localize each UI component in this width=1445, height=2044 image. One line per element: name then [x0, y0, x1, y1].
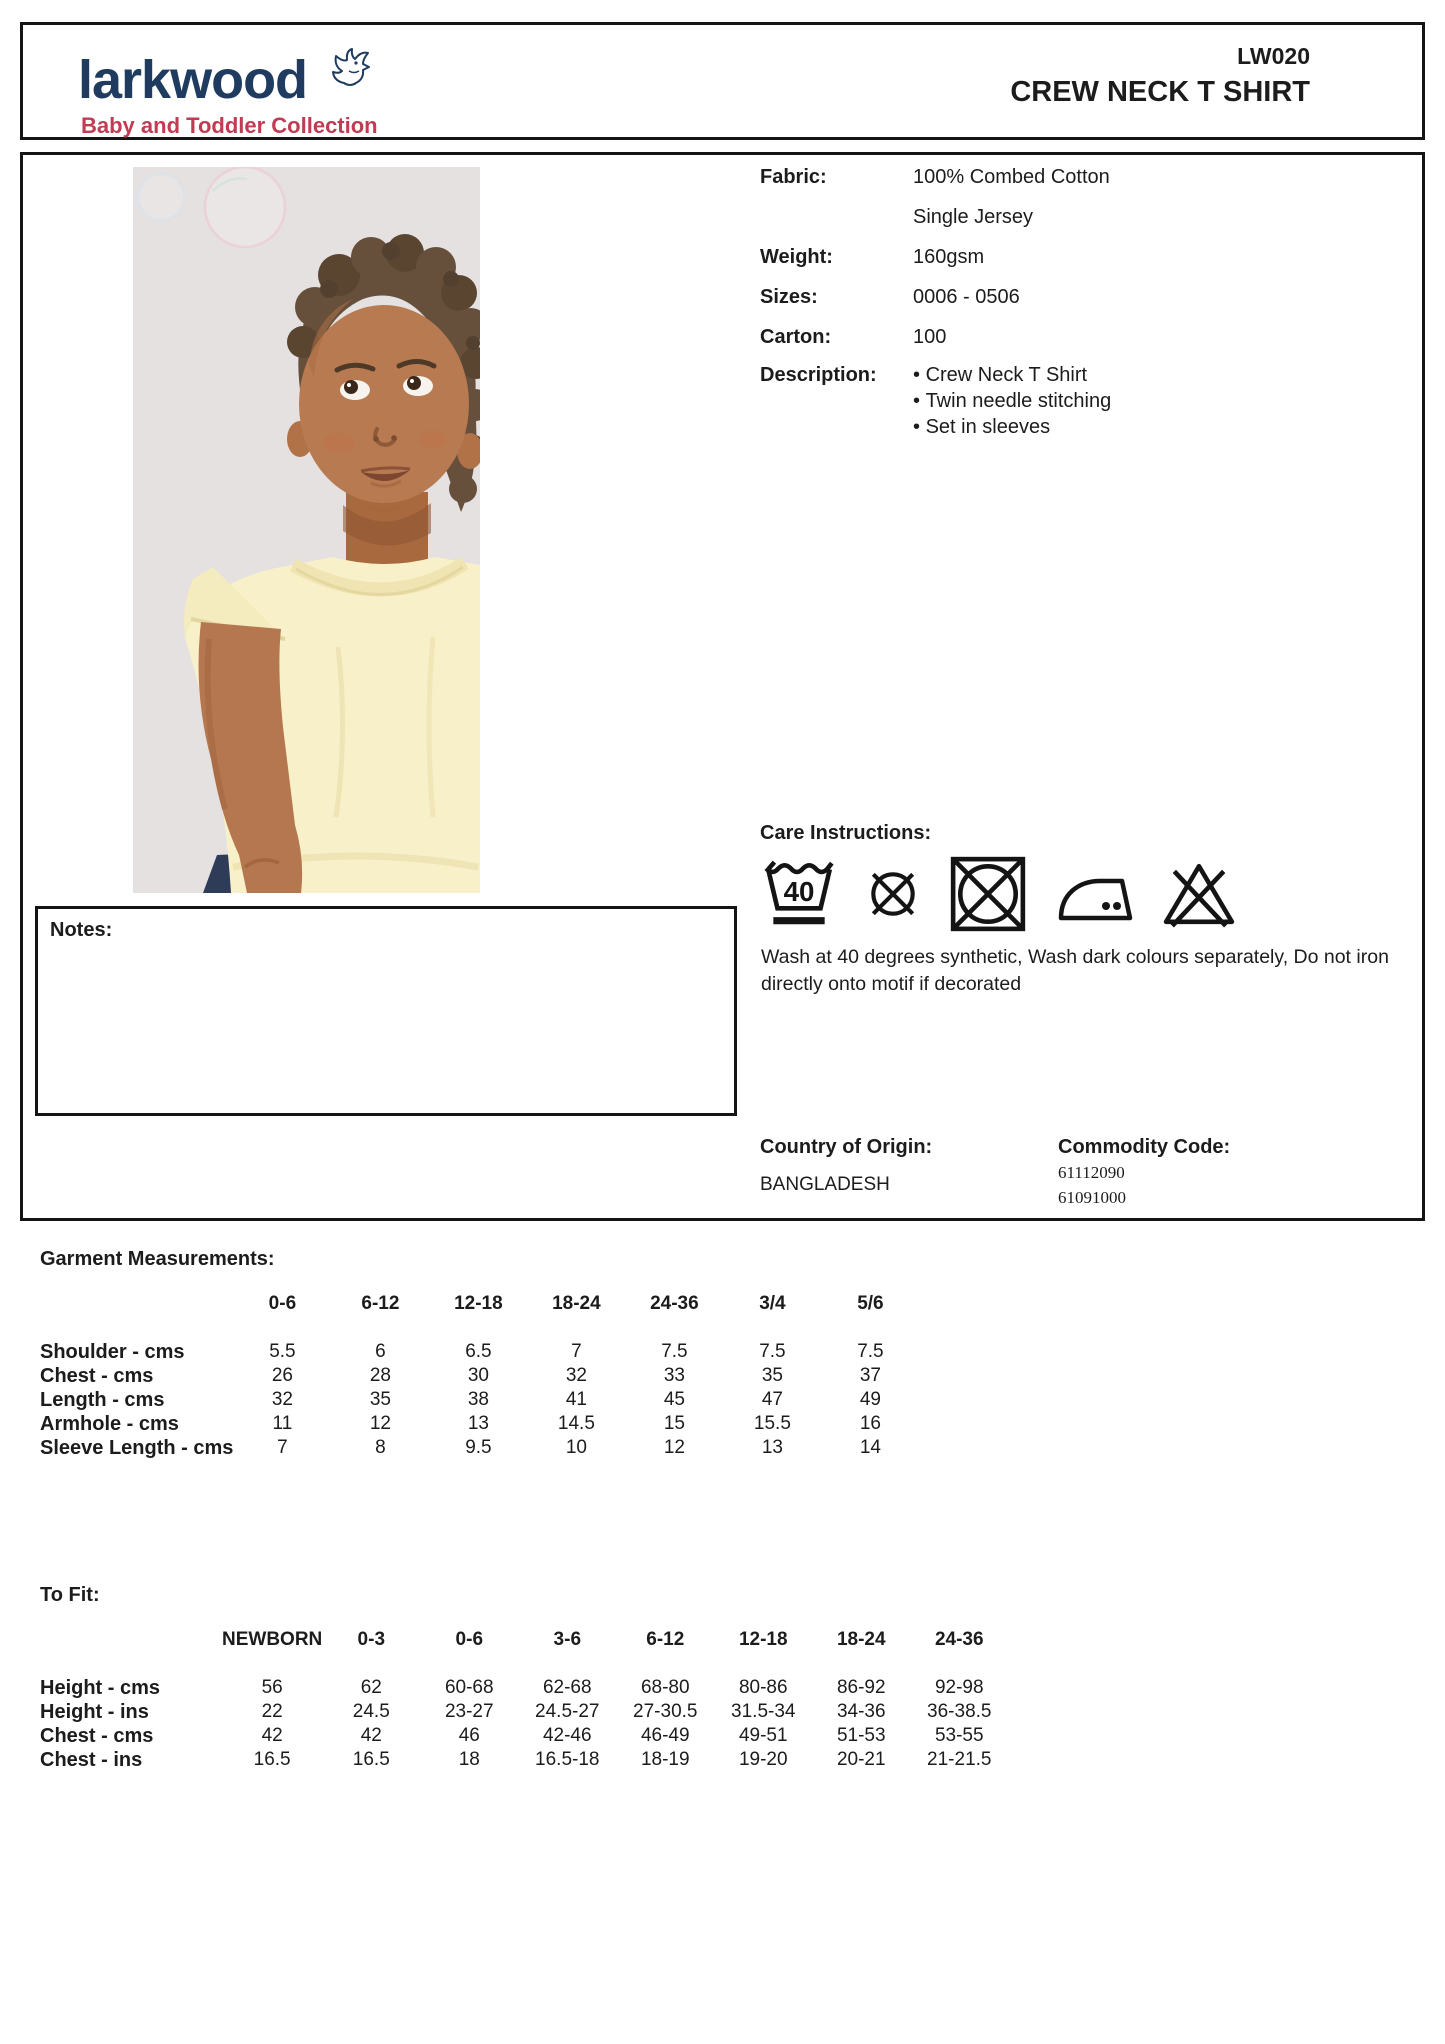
country-of-origin-label: Country of Origin: — [760, 1136, 933, 1158]
row-label: Sleeve Length - cms — [40, 1437, 234, 1459]
row-label: Shoulder - cms — [40, 1341, 185, 1363]
cell-value: 51-53 — [836, 1725, 886, 1746]
row-label: Height - cms — [40, 1677, 161, 1699]
column-header: 3-6 — [553, 1629, 582, 1650]
cell-value: 35 — [761, 1365, 783, 1386]
cell-value: 27-30.5 — [633, 1701, 698, 1722]
cell-value: 42 — [360, 1725, 382, 1746]
cell-value: 14 — [859, 1437, 881, 1458]
cell-value: 16.5 — [253, 1749, 291, 1770]
cell-value: 28 — [369, 1365, 391, 1386]
sizes-label: Sizes: — [760, 286, 818, 308]
cell-value: 13 — [467, 1413, 489, 1434]
row-label: Chest - ins — [40, 1749, 143, 1771]
cell-value: 53-55 — [934, 1725, 984, 1746]
cell-value: 23-27 — [444, 1701, 494, 1722]
cell-value: 46 — [458, 1725, 480, 1746]
column-header: 18-24 — [836, 1629, 886, 1650]
cell-value: 7 — [571, 1341, 582, 1362]
cell-value: 22 — [261, 1701, 283, 1722]
description-item: • Crew Neck T Shirt — [913, 364, 1087, 387]
row-label: Armhole - cms — [40, 1413, 179, 1435]
do-not-bleach-icon — [1162, 860, 1236, 928]
page-title: CREW NECK T SHIRT — [1010, 76, 1310, 108]
cell-value: 60-68 — [444, 1677, 494, 1698]
cell-value: 12 — [663, 1437, 685, 1458]
cell-value: 47 — [761, 1389, 783, 1410]
column-header: 12-18 — [454, 1293, 503, 1314]
weight-label: Weight: — [760, 246, 833, 268]
cell-value: 8 — [375, 1437, 386, 1458]
sizes-value: 0006 - 0506 — [913, 286, 1020, 308]
column-header: 3/4 — [759, 1293, 786, 1314]
country-of-origin-value: BANGLADESH — [760, 1174, 890, 1195]
weight-value: 160gsm — [913, 246, 985, 268]
column-header: 24-36 — [934, 1629, 984, 1650]
table-row — [40, 1436, 919, 1460]
header-box — [20, 22, 1425, 140]
to-fit-heading: To Fit: — [40, 1584, 100, 1606]
cell-value: 16.5-18 — [535, 1749, 600, 1770]
cell-value: 20-21 — [836, 1749, 886, 1770]
cell-value: 24.5 — [352, 1701, 390, 1722]
logo-text: larkwood — [78, 50, 308, 110]
cell-value: 7.5 — [661, 1341, 688, 1362]
cell-value: 15.5 — [753, 1413, 791, 1434]
cell-value: 21-21.5 — [927, 1749, 992, 1770]
do-not-dry-clean-icon — [864, 865, 922, 923]
cell-value: 62 — [360, 1677, 382, 1698]
cell-value: 19-20 — [738, 1749, 788, 1770]
cell-value: 80-86 — [738, 1677, 788, 1698]
care-symbols-row — [760, 854, 1236, 934]
carton-value: 100 — [913, 326, 947, 348]
cell-value: 62-68 — [542, 1677, 592, 1698]
cell-value: 5.5 — [269, 1341, 296, 1362]
cell-value: 33 — [663, 1365, 685, 1386]
corner-cell — [40, 1292, 233, 1340]
cell-value: 46-49 — [640, 1725, 690, 1746]
row-label: Height - ins — [40, 1701, 149, 1723]
fabric-label: Fabric: — [760, 166, 827, 188]
column-header: 6-12 — [361, 1293, 400, 1314]
notes-box — [35, 906, 737, 1116]
cell-value: 37 — [859, 1365, 881, 1386]
table-row — [40, 1676, 1008, 1700]
notes-label: Notes: — [50, 919, 113, 941]
cell-value: 7 — [277, 1437, 288, 1458]
row-label: Length - cms — [40, 1389, 165, 1411]
to-fit-table — [40, 1628, 1008, 1772]
row-label: Chest - cms — [40, 1725, 154, 1747]
cell-value: 42 — [261, 1725, 283, 1746]
cell-value: 34-36 — [836, 1701, 886, 1722]
commodity-code-1: 61112090 — [1058, 1163, 1125, 1182]
cell-value: 11 — [272, 1413, 293, 1434]
fabric-value: 100% Combed Cotton — [913, 166, 1110, 188]
do-not-tumble-dry-icon — [948, 854, 1028, 934]
table-row — [40, 1700, 1008, 1724]
carton-label: Carton: — [760, 326, 832, 348]
description-item: • Twin needle stitching — [913, 390, 1111, 413]
column-header: 0-3 — [357, 1629, 386, 1650]
commodity-codes — [1058, 1160, 1126, 1210]
cell-value: 41 — [565, 1389, 587, 1410]
cell-value: 36-38.5 — [927, 1701, 992, 1722]
cell-value: 42-46 — [542, 1725, 592, 1746]
care-instructions-heading: Care Instructions: — [760, 822, 932, 844]
cell-value: 49-51 — [738, 1725, 788, 1746]
cell-value: 68-80 — [640, 1677, 690, 1698]
cell-value: 30 — [467, 1365, 489, 1386]
cell-value: 49 — [859, 1389, 881, 1410]
product-photo — [133, 167, 480, 893]
iron-medium-icon — [1054, 863, 1136, 925]
table-header-row — [40, 1628, 1008, 1676]
column-header: 24-36 — [650, 1293, 699, 1314]
header-product-block — [1010, 43, 1310, 109]
column-header: 12-18 — [738, 1629, 788, 1650]
svg-text:40: 40 — [783, 876, 815, 908]
cell-value: 14.5 — [557, 1413, 595, 1434]
cell-value: 6 — [375, 1341, 386, 1362]
cell-value: 38 — [467, 1389, 489, 1410]
row-label: Chest - cms — [40, 1365, 154, 1387]
column-header: 6-12 — [646, 1629, 685, 1650]
garment-measurements-table — [40, 1292, 919, 1460]
cell-value: 6.5 — [465, 1341, 492, 1362]
corner-cell — [40, 1628, 222, 1676]
table-row — [40, 1724, 1008, 1748]
column-header: 5/6 — [857, 1293, 884, 1314]
cell-value: 92-98 — [934, 1677, 984, 1698]
cell-value: 18 — [458, 1749, 480, 1770]
cell-value: 56 — [261, 1677, 283, 1698]
cell-value: 16 — [859, 1413, 881, 1434]
cell-value: 9.5 — [465, 1437, 492, 1458]
commodity-code-label: Commodity Code: — [1058, 1136, 1231, 1158]
wash-40-icon — [760, 855, 838, 933]
cell-value: 31.5-34 — [731, 1701, 796, 1722]
bird-logo-icon — [329, 47, 371, 98]
cell-value: 7.5 — [759, 1341, 786, 1362]
garment-measurements-heading: Garment Measurements: — [40, 1248, 275, 1270]
cell-value: 12 — [369, 1413, 391, 1434]
description-item: • Set in sleeves — [913, 416, 1050, 439]
column-header: NEWBORN — [222, 1629, 323, 1650]
cell-value: 32 — [271, 1389, 293, 1410]
column-header: 0-6 — [268, 1293, 297, 1314]
product-code: LW020 — [1237, 43, 1310, 69]
table-row — [40, 1748, 1008, 1772]
column-header: 0-6 — [455, 1629, 484, 1650]
table-row — [40, 1388, 919, 1412]
cell-value: 13 — [761, 1437, 783, 1458]
cell-value: 16.5 — [352, 1749, 390, 1770]
description-label: Description: — [760, 364, 877, 386]
fabric-value-line2: Single Jersey — [913, 206, 1034, 228]
logo-tagline: Baby and Toddler Collection — [81, 113, 378, 138]
cell-value: 18-19 — [640, 1749, 690, 1770]
cell-value: 26 — [271, 1365, 293, 1386]
cell-value: 86-92 — [836, 1677, 886, 1698]
table-header-row — [40, 1292, 919, 1340]
cell-value: 15 — [663, 1413, 685, 1434]
column-header: 18-24 — [552, 1293, 601, 1314]
commodity-code-2: 61091000 — [1058, 1188, 1126, 1207]
table-row — [40, 1364, 919, 1388]
cell-value: 24.5-27 — [535, 1701, 600, 1722]
cell-value: 10 — [565, 1437, 587, 1458]
cell-value: 35 — [369, 1389, 391, 1410]
cell-value: 32 — [565, 1365, 587, 1386]
care-instructions-text: Wash at 40 degrees synthetic, Wash dark colours separately, Do not iron directly onto motif if decorated — [761, 946, 1389, 995]
cell-value: 7.5 — [857, 1341, 884, 1362]
table-row — [40, 1412, 919, 1436]
table-row — [40, 1340, 919, 1364]
cell-value: 45 — [663, 1389, 685, 1410]
